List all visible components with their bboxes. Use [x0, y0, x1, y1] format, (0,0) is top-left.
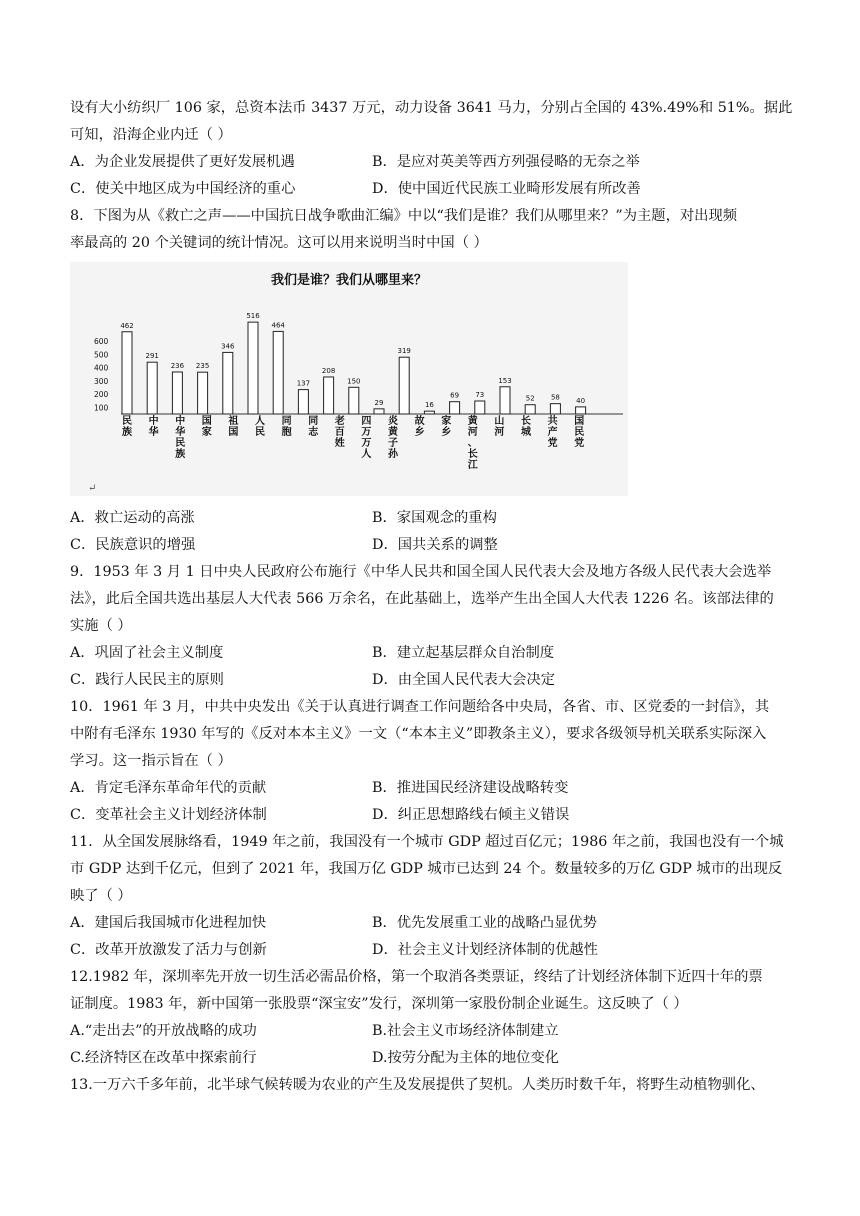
category-label: 长城 — [521, 416, 531, 438]
q12-option-a[interactable]: A.“走出去”的开放战略的成功 — [70, 1023, 257, 1039]
bar — [475, 401, 485, 414]
bar — [273, 331, 283, 414]
q8-line-2: 率最高的 20 个关键词的统计情况。这可以用来说明当时中国（ ） — [70, 235, 488, 251]
q8-option-c[interactable]: C．民族意识的增强 — [70, 537, 196, 553]
bar — [424, 411, 434, 414]
q8-option-a[interactable]: A．救亡运动的高涨 — [70, 510, 195, 526]
category-label: 炎黄子孙 — [388, 416, 398, 460]
bar — [248, 322, 258, 414]
y-axis-ticks — [94, 337, 109, 413]
chart-svg — [70, 262, 628, 496]
bar-value-label: 208 — [321, 366, 336, 375]
bar — [450, 402, 460, 414]
bar — [122, 332, 132, 414]
bar — [198, 372, 208, 414]
bar-value-label: 462 — [120, 321, 134, 330]
q8-line-1: 8．下图为从《救亡之声——中国抗日战争歌曲汇编》中以“我们是谁？我们从哪里来？”为主题，对出现频 — [70, 208, 738, 224]
bar — [500, 387, 510, 414]
bar — [550, 404, 560, 414]
bar — [223, 352, 233, 414]
keyword-frequency-chart — [70, 262, 628, 496]
category-label: 祖国 — [228, 416, 239, 438]
bar-value-label: 153 — [498, 376, 512, 385]
y-tick-label: 200 — [94, 390, 109, 400]
q9-option-b[interactable]: B．建立起基层群众自治制度 — [372, 645, 555, 661]
q7-line-2: 可知，沿海企业内迁（ ） — [70, 127, 232, 143]
bar-value-label: 516 — [246, 312, 260, 321]
bars — [120, 312, 585, 414]
bar — [374, 409, 384, 414]
q10-line-1: 10．1961 年 3 月，中共中央发出《关于认真进行调查工作问题给各中央局，各省、市、区党委的一封信》，其 — [70, 699, 770, 715]
q9-option-a[interactable]: A．巩固了社会主义制度 — [70, 645, 224, 661]
q11-line-1: 11．从全国发展脉络看，1949 年之前，我国没有一个城市 GDP 超过百亿元；1986 年之前，我国也没有一个城 — [70, 834, 784, 850]
bar — [576, 407, 586, 414]
y-tick-label: 100 — [94, 403, 109, 413]
category-label: 同胞 — [281, 416, 292, 438]
y-tick-label: 300 — [94, 376, 109, 386]
bar — [298, 390, 308, 414]
q7-option-d[interactable]: D．使中国近代民族工业畸形发展有所改善 — [372, 181, 641, 197]
bar-value-label: 150 — [347, 377, 361, 386]
q10-line-2: 中附有毛泽东 1930 年写的《反对本本主义》一文（“本本主义”即教条主义），要求各级领导机关联系实际深入 — [70, 726, 767, 742]
bar — [147, 362, 157, 414]
q11-option-d[interactable]: D．社会主义计划经济体制的优越性 — [372, 942, 598, 958]
q10-option-b[interactable]: B．推进国民经济建设战略转变 — [372, 780, 569, 796]
y-tick-label: 400 — [94, 363, 109, 373]
bar-value-label: 16 — [424, 401, 434, 410]
bar-value-label: 235 — [195, 362, 210, 371]
bar-value-label: 137 — [296, 379, 311, 388]
q9-line-1: 9．1953 年 3 月 1 日中央人民政府公布施行《中华人民共和国全国人民代表大会及地方各级人民代表大会选举 — [70, 564, 772, 580]
bar-value-label: 346 — [221, 342, 235, 351]
y-tick-label: 600 — [94, 337, 109, 346]
category-label: 共产党 — [547, 416, 558, 449]
category-label: 山河 — [494, 416, 505, 438]
q7-option-c[interactable]: C．使关中地区成为中国经济的重心 — [70, 181, 296, 197]
q12-line-1: 12.1982 年，深圳率先开放一切生活必需品价格，第一个取消各类票证，终结了计划经济体制下近四十年的票 — [70, 969, 763, 985]
bar — [525, 405, 535, 414]
bar-value-label: 291 — [145, 352, 159, 361]
q11-option-b[interactable]: B．优先发展重工业的战略凸显优势 — [372, 915, 597, 931]
bar-value-label: 464 — [271, 321, 285, 330]
q12-option-d[interactable]: D.按劳分配为主体的地位变化 — [372, 1050, 560, 1066]
q9-line-2: 法》，此后全国共选出基层人大代表 566 万余名，在此基础上，选举产生出全国人大代表 1226 名。该部法律的 — [70, 591, 774, 607]
q8-option-b[interactable]: B．家国观念的重构 — [372, 510, 497, 526]
q11-line-2: 市 GDP 达到千亿元，但到了 2021 年，我国万亿 GDP 城市已达到 24 个。数量较多的万亿 GDP 城市的出现反 — [70, 861, 783, 877]
q12-line-2: 证制度。1983 年，新中国第一张股票“深宝安”发行，深圳第一家股份制企业诞生。这反映了（ ） — [70, 996, 688, 1012]
category-label: 中华 — [148, 416, 159, 438]
bar-value-label: 69 — [450, 391, 460, 400]
q11-option-c[interactable]: C．改革开放激发了活力与创新 — [70, 942, 267, 958]
bar — [349, 387, 359, 414]
q12-option-b[interactable]: B.社会主义市场经济体制建立 — [372, 1023, 559, 1039]
q10-line-3: 学习。这一指示旨在（ ） — [70, 753, 232, 769]
bar — [324, 377, 334, 414]
q11-option-a[interactable]: A．建国后我国城市化进程加快 — [70, 915, 267, 931]
bar — [172, 372, 182, 414]
q8-option-d[interactable]: D．国共关系的调整 — [372, 537, 498, 553]
q9-line-3: 实施（ ） — [70, 618, 132, 634]
q7-line-1: 设有大小纺织厂 106 家，总资本法币 3437 万元，动力设备 3641 马力，分别占全国的 43%.49%和 51%。据此 — [70, 100, 793, 116]
q9-option-d[interactable]: D．由全国人民代表大会决定 — [372, 672, 556, 688]
category-label: 中华民族 — [175, 416, 186, 460]
q13-line-1: 13.一万六千多年前，北半球气候转暖为农业的产生及发展提供了契机。人类历时数千年，将野生动植物驯化、 — [70, 1077, 765, 1093]
category-label: 国家 — [201, 416, 212, 438]
bar-value-label: 29 — [374, 398, 384, 407]
category-label: 四万万人 — [361, 416, 372, 460]
q12-option-c[interactable]: C.经济特区在改革中探索前行 — [70, 1050, 257, 1066]
bar-value-label: 319 — [397, 347, 411, 356]
q10-option-d[interactable]: D．纠正思想路线右倾主义错误 — [372, 807, 570, 823]
category-label: 人民 — [255, 416, 265, 438]
q7-option-a[interactable]: A．为企业发展提供了更好发展机遇 — [70, 154, 295, 170]
q11-line-3: 映了（ ） — [70, 888, 132, 904]
bar-value-label: 40 — [576, 396, 586, 405]
category-label: 国民党 — [574, 416, 585, 449]
category-label: 民族 — [122, 416, 132, 438]
category-label: 家乡 — [441, 416, 452, 438]
q9-option-c[interactable]: C．践行人民民主的原则 — [70, 672, 224, 688]
bar-value-label: 58 — [550, 393, 560, 402]
category-label: 老百姓 — [334, 416, 345, 449]
category-label: 同志 — [308, 416, 319, 438]
bar-value-label: 52 — [525, 394, 535, 403]
q7-option-b[interactable]: B．是应对英美等西方列强侵略的无奈之举 — [372, 154, 640, 170]
paragraph-mark-icon: ↵ — [88, 483, 97, 494]
category-label: 故乡 — [414, 416, 425, 438]
category-label: 黄河、长江 — [467, 416, 478, 471]
bar — [399, 357, 409, 414]
category-labels — [122, 414, 584, 471]
chart-title: 我们是谁？我们从哪里来？ — [270, 273, 428, 288]
q10-option-c[interactable]: C．变革社会主义计划经济体制 — [70, 807, 267, 823]
bar-value-label: 236 — [170, 361, 185, 370]
q10-option-a[interactable]: A．肯定毛泽东革命年代的贡献 — [70, 780, 267, 796]
bar-value-label: 73 — [475, 391, 485, 400]
y-tick-label: 500 — [94, 350, 109, 360]
